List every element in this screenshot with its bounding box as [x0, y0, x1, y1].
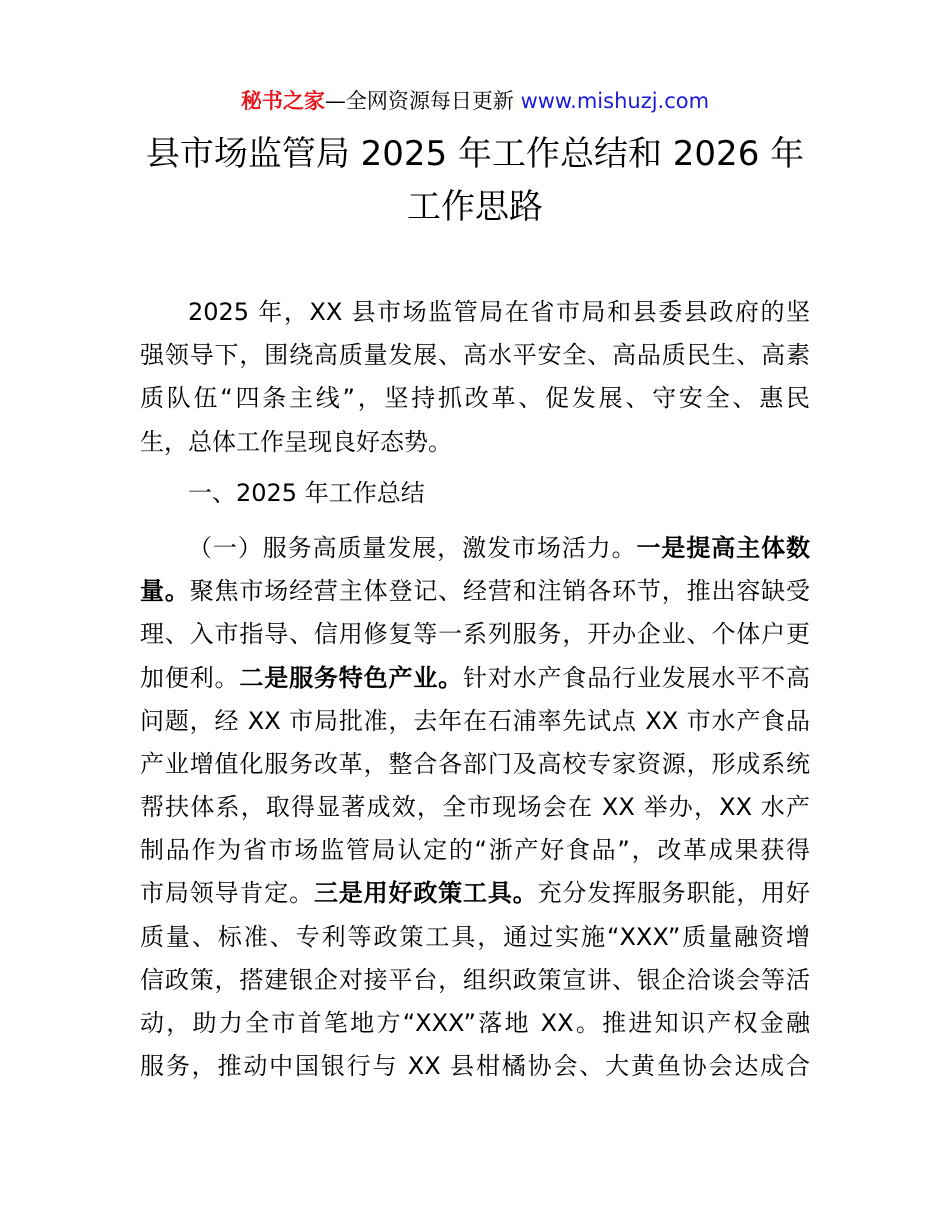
text-run: 帮扶体系，取得显著成效，全市现场会在 XX 举办，XX 水产: [140, 793, 810, 822]
text-run: 动，助力全市首笔地方“XXX”落地 XX。推进知识产权金融: [140, 1009, 810, 1037]
text-run: 充分发挥服务职能，用好: [537, 879, 811, 908]
text-line: [140, 916, 810, 959]
text-run: 产业增值化服务改革，整合各部门及高校专家资源，形成系统: [140, 749, 810, 778]
text-line: [140, 657, 810, 700]
bold-text: 三是用好政策工具。: [313, 879, 538, 908]
text-run: 2025 年，XX 县市场监管局在省市局和县委县政府的坚: [188, 298, 810, 326]
text-run: 质量、标准、专利等政策工具，通过实施“XXX”质量融资增: [140, 922, 810, 951]
bold-text: 二是服务特色产业。: [239, 663, 464, 692]
site-url-link[interactable]: www.mishuzj.com: [520, 89, 710, 113]
text-run: （一）服务高质量发展，激发市场活力。: [188, 533, 637, 562]
text-line: [140, 786, 810, 829]
text-run: 生，总体工作呈现良好态势。: [140, 427, 452, 456]
text-run: 针对水产食品行业发展水平不高: [463, 663, 811, 692]
title-line-1: 县市场监管局 2025 年工作总结和 2026 年: [145, 134, 805, 174]
site-banner: [0, 86, 950, 116]
text-run: 加便利。: [140, 663, 240, 692]
text-line: [140, 334, 810, 377]
text-line: [140, 570, 810, 613]
bold-text: 量。: [140, 577, 190, 606]
text-run: 信政策，搭建银企对接平台，组织政策宣讲、银企洽谈会等活: [140, 965, 810, 994]
paragraph: [140, 291, 810, 464]
text-line: [140, 700, 810, 743]
text-line: [140, 959, 810, 1002]
document-title: [130, 128, 820, 234]
text-run: 强领导下，围绕高质量发展、高水平安全、高品质民生、高素: [140, 341, 810, 370]
text-line: [140, 872, 810, 915]
text-line: [140, 613, 810, 656]
text-line: [140, 743, 810, 786]
text-line: [140, 472, 810, 515]
title-line-2: 工作思路: [407, 187, 543, 227]
brand-name: 秘书之家: [240, 89, 325, 113]
text-line: [140, 1002, 810, 1045]
text-line: [140, 421, 810, 464]
section-heading: [140, 472, 810, 515]
text-run: 制品作为省市场监管局认定的“浙产好食品”，改革成果获得: [140, 836, 810, 865]
text-run: 服务，推动中国银行与 XX 县柑橘协会、大黄鱼协会达成合: [140, 1052, 810, 1081]
bold-text: 一是提高主体数: [636, 533, 810, 562]
text-run: 问题，经 XX 市局批准，去年在石浦率先试点 XX 市水产食品: [140, 706, 810, 735]
text-line: [140, 291, 810, 334]
text-run: 市局领导肯定。: [140, 879, 314, 908]
paragraph: [140, 527, 810, 1088]
text-run: 聚焦市场经营主体登记、经营和注销各环节，推出容缺受: [189, 577, 811, 606]
text-run: 理、入市指导、信用修复等一系列服务，开办企业、个体户更: [140, 620, 810, 649]
document-body: [140, 291, 810, 1088]
text-line: [140, 1045, 810, 1088]
spacer: [140, 515, 810, 527]
text-line: [140, 829, 810, 872]
text-line: [140, 527, 810, 570]
banner-tagline: —全网资源每日更新: [324, 89, 521, 113]
text-run: 质队伍“四条主线”，坚持抓改革、促发展、守安全、惠民: [140, 384, 810, 413]
spacer: [140, 464, 810, 472]
text-run: 一、2025 年工作总结: [188, 478, 425, 507]
text-line: [140, 377, 810, 420]
